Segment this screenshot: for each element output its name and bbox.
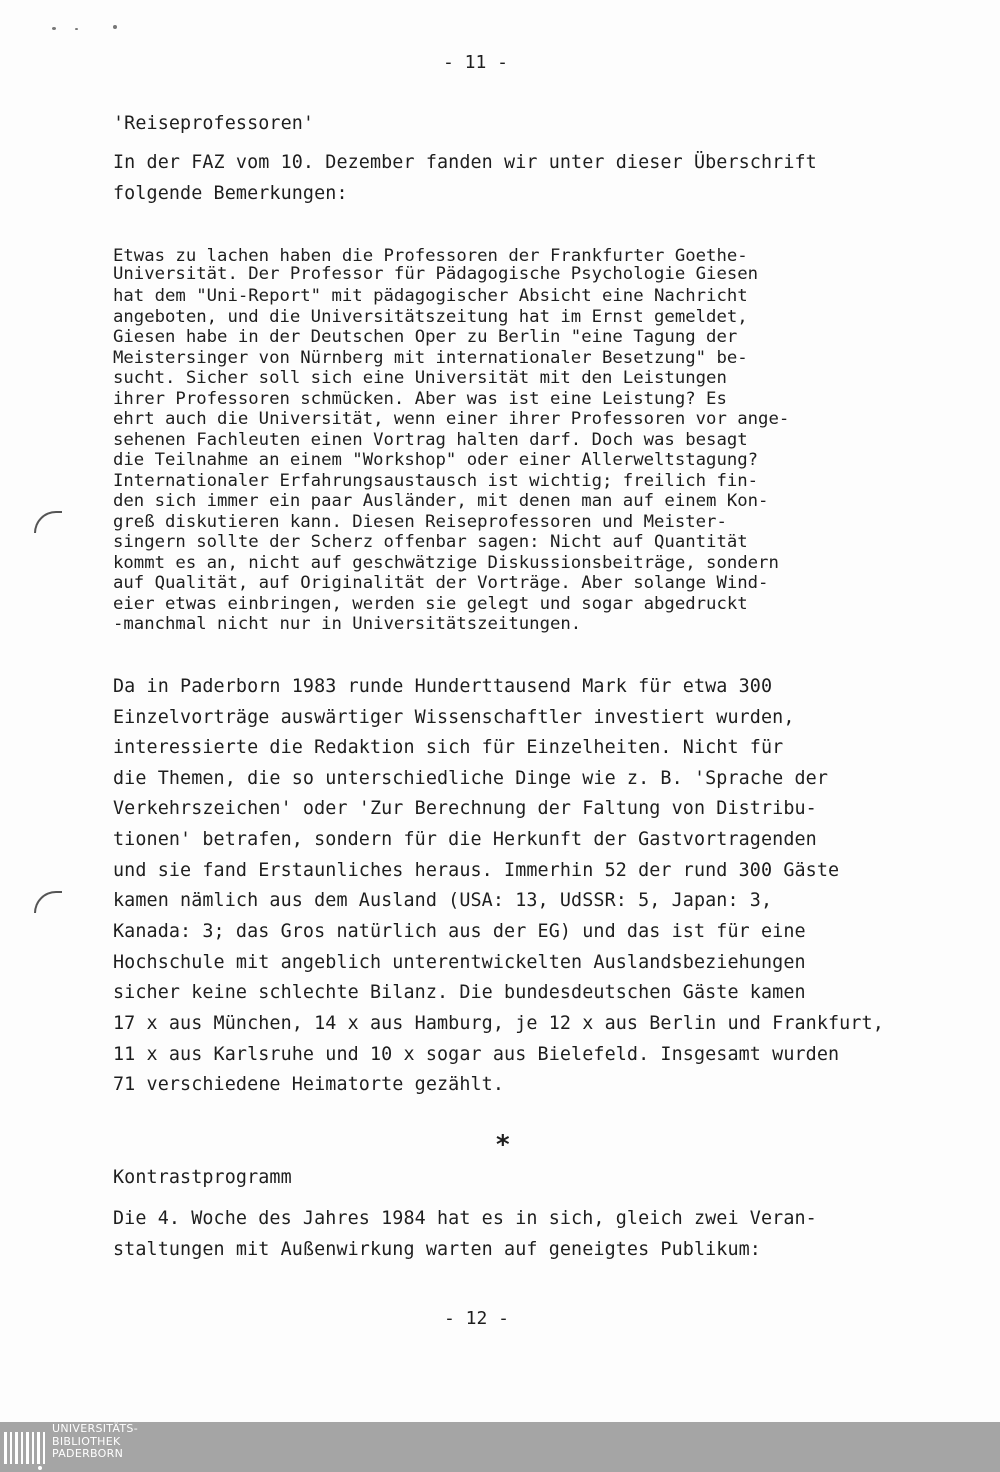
- body-line: Da in Paderborn 1983 runde Hunderttausend Mark für etwa 300: [113, 676, 773, 697]
- scan-speck: [113, 25, 117, 29]
- final-line: staltungen mit Außenwirkung warten auf geneigtes Publikum:: [113, 1239, 761, 1260]
- body-line: 71 verschiedene Heimatorte gezählt.: [113, 1074, 505, 1095]
- body-line: die Themen, die so unterschiedliche Dinge wie z. B. 'Sprache der: [113, 768, 829, 789]
- quote-line: die Teilnahme an einem "Workshop" oder einer Allerweltstagung?: [113, 450, 759, 470]
- quote-line: Universität. Der Professor für Pädagogische Psychologie Giesen: [113, 264, 759, 284]
- quote-line: eier etwas einbringen, werden sie gelegt und sogar abgedruckt: [113, 594, 748, 614]
- section-separator: *: [496, 1130, 510, 1160]
- intro-line: folgende Bemerkungen:: [113, 183, 348, 204]
- logo-line: BIBLIOTHEK: [52, 1434, 121, 1448]
- quote-line: Internationaler Erfahrungsaustausch ist wichtig; freilich fin-: [113, 471, 759, 491]
- quote-line: kommt es an, nicht auf geschwätzige Diskussionsbeiträge, sondern: [113, 553, 779, 573]
- quote-line: singern sollte der Scherz offenbar sagen: Nicht auf Quantität: [113, 532, 748, 552]
- quote-line: auf Qualität, auf Originalität der Vorträge. Aber solange Wind-: [113, 573, 769, 593]
- punch-hole-mark: [34, 511, 62, 533]
- quote-line: sucht. Sicher soll sich eine Universität mit den Leistungen: [113, 368, 727, 388]
- body-line: Hochschule mit angeblich unterentwickelten Auslandsbeziehungen: [113, 952, 806, 973]
- body-line: Einzelvorträge auswärtiger Wissenschaftler investiert wurden,: [113, 707, 795, 728]
- quote-line: Meistersinger von Nürnberg mit internationaler Besetzung" be-: [113, 348, 748, 368]
- body-line: Verkehrszeichen' oder 'Zur Berechnung der Faltung von Distribu-: [113, 798, 817, 819]
- section-heading-reiseprofessoren: 'Reiseprofessoren': [113, 113, 315, 134]
- body-line: 11 x aus Karlsruhe und 10 x sogar aus Bielefeld. Insgesamt wurden: [113, 1044, 840, 1065]
- body-line: und sie fand Erstaunliches heraus. Immerhin 52 der rund 300 Gäste: [113, 860, 840, 881]
- scan-speck: [75, 28, 78, 30]
- body-line: 17 x aus München, 14 x aus Hamburg, je 12 x aus Berlin und Frankfurt,: [113, 1013, 884, 1034]
- quote-line: sehenen Fachleuten einen Vortrag halten darf. Doch was besagt: [113, 430, 748, 450]
- library-logo-text: [52, 1423, 138, 1461]
- body-line: sicher keine schlechte Bilanz. Die bundesdeutschen Gäste kamen: [113, 982, 806, 1003]
- body-line: tionen' betrafen, sondern für die Herkunft der Gastvortragenden: [113, 829, 817, 850]
- quote-line: den sich immer ein paar Ausländer, mit denen man auf einem Kon-: [113, 491, 769, 511]
- library-logo-dot-icon: [38, 1466, 42, 1470]
- body-line: Kanada: 3; das Gros natürlich aus der EG) und das ist für eine: [113, 921, 806, 942]
- library-footer-bar: [0, 1422, 1000, 1472]
- quote-line: ihrer Professoren schmücken. Aber was ist eine Leistung? Es: [113, 389, 727, 409]
- section-heading-kontrastprogramm: Kontrastprogramm: [113, 1167, 292, 1188]
- intro-line: In der FAZ vom 10. Dezember fanden wir unter dieser Überschrift: [113, 152, 817, 173]
- scan-speck: [52, 27, 56, 30]
- final-line: Die 4. Woche des Jahres 1984 hat es in sich, gleich zwei Veran-: [113, 1208, 817, 1229]
- quote-line: ehrt auch die Universität, wenn einer ihrer Professoren vor ange-: [113, 409, 790, 429]
- bottom-page-number: - 12 -: [444, 1308, 510, 1329]
- punch-hole-mark: [34, 891, 62, 913]
- quote-line: hat dem "Uni-Report" mit pädagogischer Absicht eine Nachricht: [113, 286, 748, 306]
- quote-line: greß diskutieren kann. Diesen Reiseprofessoren und Meister-: [113, 512, 727, 532]
- quote-line: -manchmal nicht nur in Universitätszeitungen.: [113, 614, 582, 634]
- logo-line: PADERBORN: [52, 1447, 124, 1460]
- quote-line: Giesen habe in der Deutschen Oper zu Berlin "eine Tagung der: [113, 327, 738, 347]
- body-line: interessierte die Redaktion sich für Einzelheiten. Nicht für: [113, 737, 784, 758]
- library-logo-bars-icon: [4, 1432, 45, 1464]
- top-page-number: - 11 -: [443, 52, 509, 73]
- quote-line: Etwas zu lachen haben die Professoren der Frankfurter Goethe-: [113, 246, 748, 266]
- body-line: kamen nämlich aus dem Ausland (USA: 13, UdSSR: 5, Japan: 3,: [113, 890, 773, 911]
- quote-line: angeboten, und die Universitätszeitung hat im Ernst gemeldet,: [113, 307, 748, 327]
- logo-line: UNIVERSITÄTS-: [52, 1422, 138, 1435]
